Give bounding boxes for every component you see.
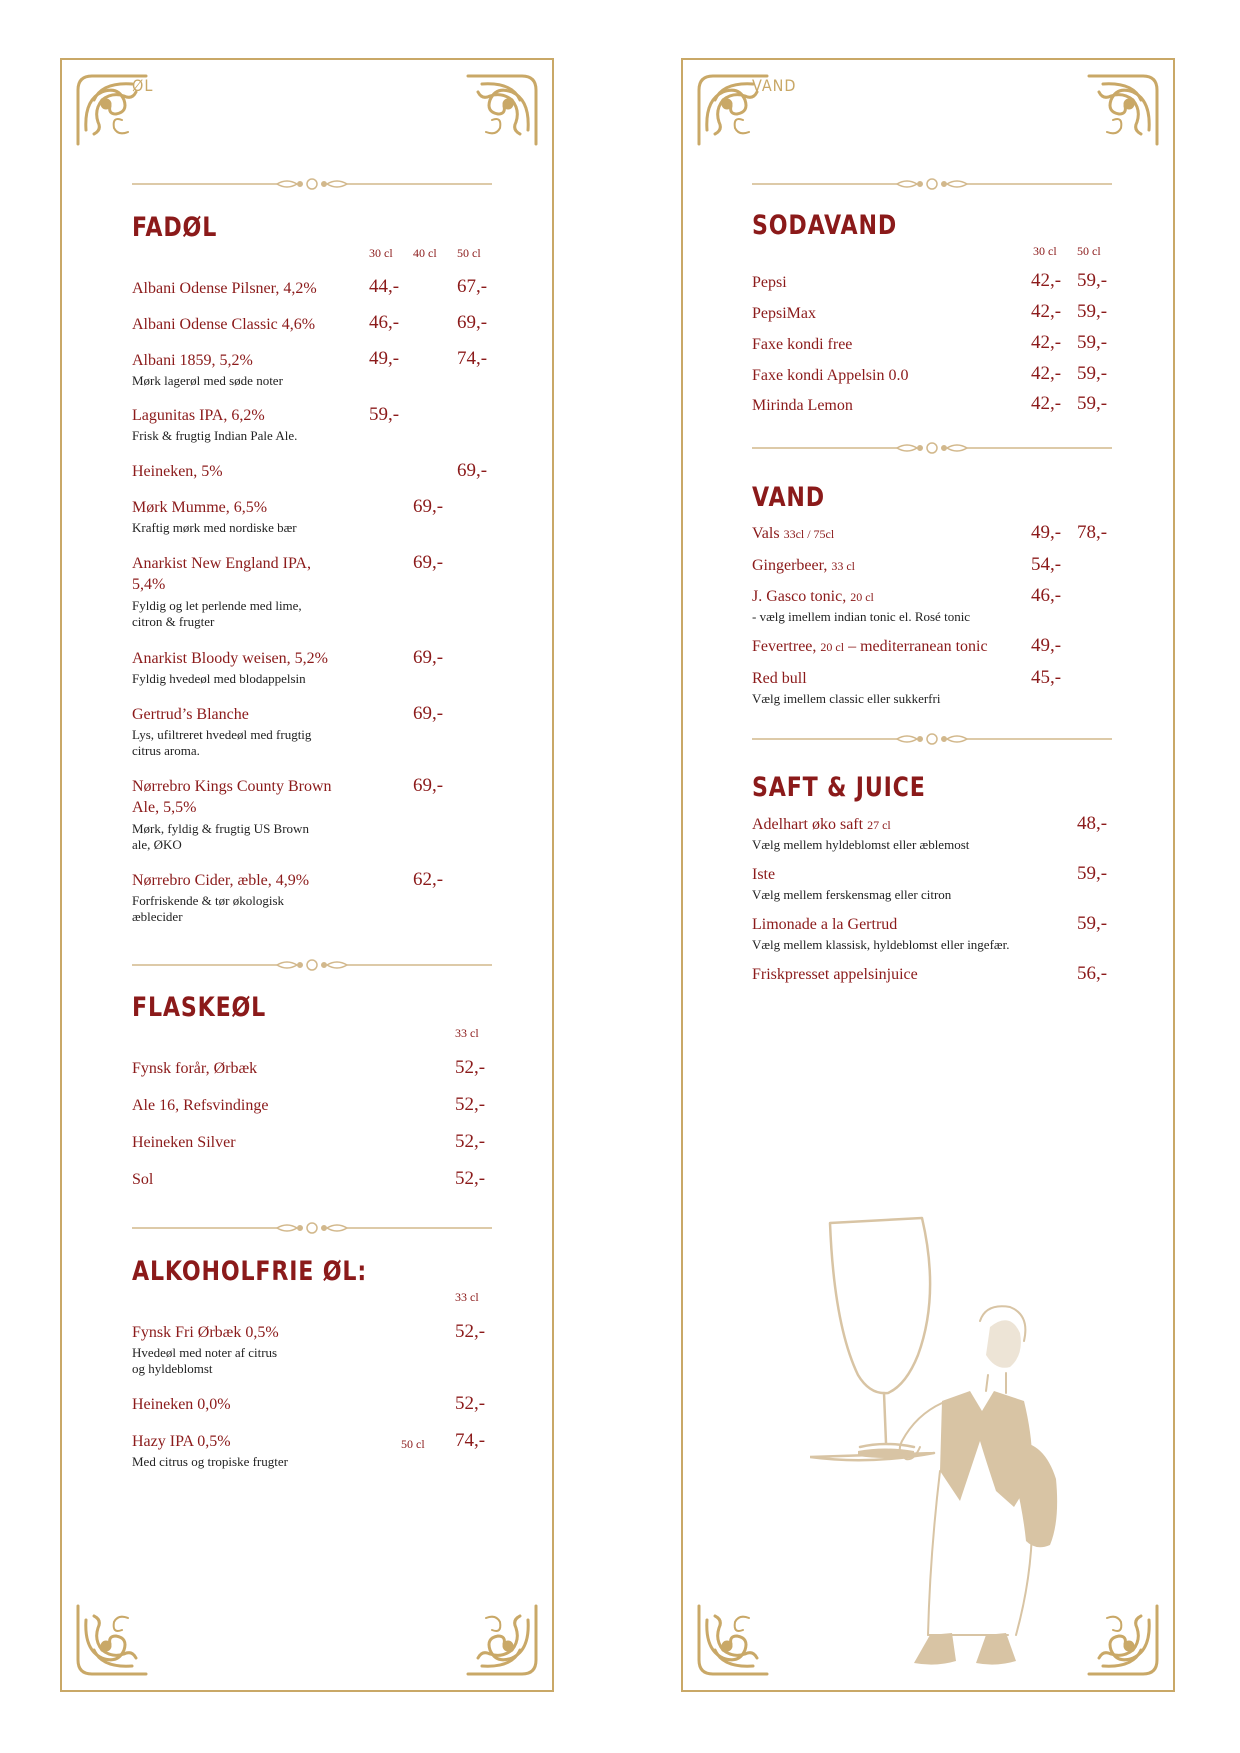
panel-label: VAND xyxy=(752,76,797,95)
item-name: Ale, 5,5% xyxy=(132,799,197,816)
divider-ornament xyxy=(752,442,1112,454)
ornament-corner-icon xyxy=(1083,70,1163,150)
item-price: 59,- xyxy=(1077,863,1108,884)
item-name: Albani Odense Classic 4,6% xyxy=(132,316,316,333)
price-40cl: 69,- xyxy=(413,703,444,724)
item-description: citrus aroma. xyxy=(132,743,200,758)
item-price: 49,- xyxy=(1031,635,1062,656)
price-50cl: 69,- xyxy=(457,460,488,481)
column-header: 33 cl xyxy=(455,1026,479,1040)
divider-ornament xyxy=(132,1222,492,1234)
price-40cl: 62,- xyxy=(413,869,444,890)
item-name: Faxe kondi free xyxy=(752,336,853,353)
item-description: Vælg imellem classic eller sukkerfri xyxy=(752,691,941,706)
item-name: Adelhart øko saft 27 cl xyxy=(752,816,891,833)
item-price: 52,- xyxy=(455,1393,486,1414)
section-heading-sodavand: SODAVAND xyxy=(752,210,898,241)
price-50cl: 59,- xyxy=(1077,393,1108,414)
section-heading-alkoholfrie: ALKOHOLFRIE ØL: xyxy=(132,1256,368,1287)
item-description: Fyldig og let perlende med lime, xyxy=(132,598,302,613)
item-price: 52,- xyxy=(455,1057,486,1078)
section-heading-fadol: FADØL xyxy=(132,212,218,243)
item-name: Sol xyxy=(132,1171,154,1188)
divider-ornament xyxy=(752,178,1112,190)
item-name: Limonade a la Gertrud xyxy=(752,916,898,933)
item-price: 49,- xyxy=(1031,522,1062,543)
item-description: Forfriskende & tør økologisk xyxy=(132,893,285,908)
item-name: Fynsk Fri Ørbæk 0,5% xyxy=(132,1324,279,1341)
item-description: Mørk, fyldig & frugtig US Brown xyxy=(132,821,309,836)
item-price: 52,- xyxy=(455,1321,486,1342)
price-50cl: 74,- xyxy=(457,348,488,369)
ornament-corner-icon xyxy=(462,1600,542,1680)
item-description: og hyldeblomst xyxy=(132,1361,213,1376)
item-name: PepsiMax xyxy=(752,305,816,322)
item-price: 56,- xyxy=(1077,963,1108,984)
panel-label: ØL xyxy=(132,76,154,95)
item-description: Fyldig hvedeøl med blodappelsin xyxy=(132,671,306,686)
item-name: Mirinda Lemon xyxy=(752,397,853,414)
item-name: Gertrud’s Blanche xyxy=(132,706,249,723)
price-50cl: 59,- xyxy=(1077,301,1108,322)
ornament-corner-icon xyxy=(72,1600,152,1680)
item-price: 46,- xyxy=(1031,585,1062,606)
price-50cl: 59,- xyxy=(1077,363,1108,384)
item-description: Hvedeøl med noter af citrus xyxy=(132,1345,278,1360)
item-description: Vælg mellem hyldeblomst eller æblemost xyxy=(752,837,970,852)
column-header: 40 cl xyxy=(413,246,437,260)
item-name: Anarkist Bloody weisen, 5,2% xyxy=(132,650,328,667)
item-price: 78,- xyxy=(1077,522,1108,543)
price-40cl: 69,- xyxy=(413,775,444,796)
item-name: Albani 1859, 5,2% xyxy=(132,352,253,369)
item-name: Fevertree, 20 cl – mediterranean tonic xyxy=(752,638,988,655)
price-30cl: 44,- xyxy=(369,276,400,297)
item-name: Nørrebro Cider, æble, 4,9% xyxy=(132,872,310,889)
price-50cl: 59,- xyxy=(1077,270,1108,291)
ornament-corner-icon xyxy=(462,70,542,150)
item-description: æblecider xyxy=(132,909,183,924)
column-header: 30 cl xyxy=(1033,244,1057,258)
item-price: 52,- xyxy=(455,1168,486,1189)
item-price: 54,- xyxy=(1031,554,1062,575)
divider-ornament xyxy=(132,959,492,971)
item-description: Frisk & frugtig Indian Pale Ale. xyxy=(132,428,298,443)
price-50cl: 59,- xyxy=(1077,332,1108,353)
item-description: Lys, ufiltreret hvedeøl med frugtig xyxy=(132,727,312,742)
column-header: 30 cl xyxy=(369,246,393,260)
item-name: Faxe kondi Appelsin 0.0 xyxy=(752,367,909,384)
item-name: Lagunitas IPA, 6,2% xyxy=(132,407,265,424)
item-description: Med citrus og tropiske frugter xyxy=(132,1454,288,1469)
price-30cl: 42,- xyxy=(1031,363,1062,384)
item-price: 48,- xyxy=(1077,813,1108,834)
item-name: Pepsi xyxy=(752,274,787,291)
price-40cl: 69,- xyxy=(413,552,444,573)
section-heading-saft-juice: SAFT & JUICE xyxy=(752,772,926,803)
item-price: 59,- xyxy=(1077,913,1108,934)
item-name: Albani Odense Pilsner, 4,2% xyxy=(132,280,317,297)
item-name: Heineken, 5% xyxy=(132,463,223,480)
item-price: 45,- xyxy=(1031,667,1062,688)
item-name: Iste xyxy=(752,866,776,883)
item-name: Friskpresset appelsinjuice xyxy=(752,966,918,983)
section-heading-flaskeol: FLASKEØL xyxy=(132,992,267,1023)
item-description: ale, ØKO xyxy=(132,837,182,852)
price-50cl: 67,- xyxy=(457,276,488,297)
ornament-corner-icon xyxy=(693,1600,773,1680)
item-name: Nørrebro Kings County Brown xyxy=(132,778,332,795)
price-30cl: 42,- xyxy=(1031,301,1062,322)
price-30cl: 59,- xyxy=(369,404,400,425)
item-price: 52,- xyxy=(455,1094,486,1115)
item-description: Vælg mellem ferskensmag eller citron xyxy=(752,887,952,902)
item-name: Vals 33cl / 75cl xyxy=(752,525,835,542)
price-30cl: 46,- xyxy=(369,312,400,333)
item-name: Hazy IPA 0,5% xyxy=(132,1433,231,1450)
divider-ornament xyxy=(132,178,492,190)
item-name: Fynsk forår, Ørbæk xyxy=(132,1060,258,1077)
column-header: 50 cl xyxy=(1077,244,1101,258)
price-40cl: 69,- xyxy=(413,647,444,668)
price-30cl: 42,- xyxy=(1031,270,1062,291)
item-description: Kraftig mørk med nordiske bær xyxy=(132,520,297,535)
divider-ornament xyxy=(752,733,1112,745)
item-name: 5,4% xyxy=(132,576,166,593)
item-name: Ale 16, Refsvindinge xyxy=(132,1097,269,1114)
section-heading-vand: VAND xyxy=(752,482,825,513)
item-name: Gingerbeer, 33 cl xyxy=(752,557,855,574)
item-name: Heineken 0,0% xyxy=(132,1396,231,1413)
item-description: Vælg mellem klassisk, hyldeblomst eller ingefær. xyxy=(752,937,1010,952)
item-name: Anarkist New England IPA, xyxy=(132,555,311,572)
item-name: Mørk Mumme, 6,5% xyxy=(132,499,268,516)
item-name: Heineken Silver xyxy=(132,1134,236,1151)
price-30cl: 42,- xyxy=(1031,393,1062,414)
item-price: 74,- xyxy=(455,1430,486,1451)
item-name: J. Gasco tonic, 20 cl xyxy=(752,588,874,605)
price-30cl: 42,- xyxy=(1031,332,1062,353)
item-description: Mørk lagerøl med søde noter xyxy=(132,373,283,388)
price-40cl: 69,- xyxy=(413,496,444,517)
item-price: 52,- xyxy=(455,1131,486,1152)
column-header: 50 cl xyxy=(457,246,481,260)
price-50cl: 69,- xyxy=(457,312,488,333)
waiter-with-glass-illustration xyxy=(810,1215,1100,1670)
item-description: citron & frugter xyxy=(132,614,215,629)
price-30cl: 49,- xyxy=(369,348,400,369)
item-name: Red bull xyxy=(752,670,807,687)
size-label: 50 cl xyxy=(401,1437,425,1451)
item-description: - vælg imellem indian tonic el. Rosé tonic xyxy=(752,609,971,624)
column-header: 33 cl xyxy=(455,1290,479,1304)
